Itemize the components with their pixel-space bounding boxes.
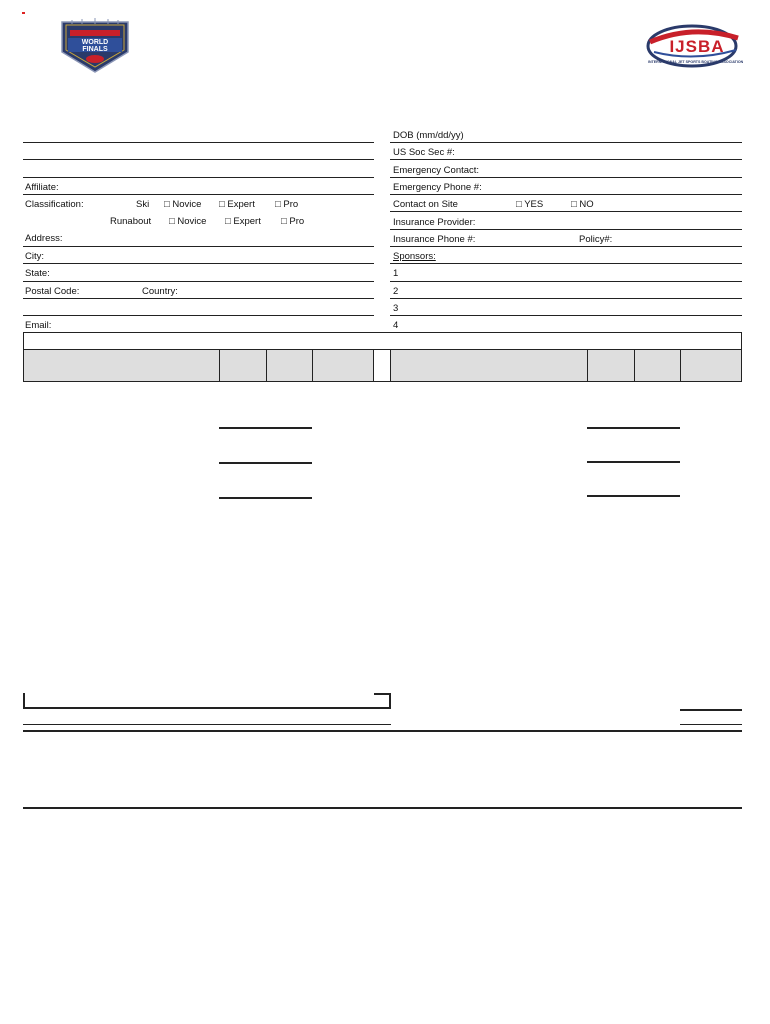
right-total-line-1[interactable]: [587, 427, 680, 429]
left-total-line-3[interactable]: [219, 497, 312, 499]
email-label: Email:: [25, 320, 52, 331]
right-table-cell-3[interactable]: [634, 349, 681, 382]
table-gap: [374, 349, 390, 382]
address-label: Address:: [25, 233, 63, 244]
runabout-label: Runabout: [110, 216, 152, 227]
classification-label: Classification:: [25, 199, 84, 210]
date-line[interactable]: [680, 709, 742, 711]
dob-line[interactable]: [390, 142, 742, 143]
left-line-3[interactable]: [23, 177, 374, 178]
left-total-line-2[interactable]: [219, 462, 312, 464]
left-table-cell-3[interactable]: [266, 349, 313, 382]
signature-box[interactable]: [23, 693, 391, 709]
insurance-phone-line[interactable]: [390, 246, 742, 247]
ssn-label: US Soc Sec #:: [393, 147, 455, 158]
state-label: State:: [25, 268, 50, 279]
sponsor-3-label: 3: [393, 303, 399, 314]
right-table-cell-2[interactable]: [587, 349, 635, 382]
sponsor-2-label: 2: [393, 286, 399, 297]
affiliate-line[interactable]: [23, 194, 374, 195]
emergency-phone-label: Emergency Phone #:: [393, 182, 482, 193]
ski-pro-checkbox[interactable]: □ Pro: [275, 199, 299, 210]
country-label: Country:: [142, 286, 178, 297]
date-line-under: [680, 724, 742, 725]
right-table-cell-4[interactable]: [680, 349, 742, 382]
emergency-phone-line[interactable]: [390, 194, 742, 195]
emergency-contact-label: Emergency Contact:: [393, 165, 480, 176]
sponsor-1-label: 1: [393, 268, 399, 279]
affiliate-label: Affiliate:: [25, 182, 59, 193]
ssn-line[interactable]: [390, 159, 742, 160]
yes-checkbox[interactable]: □ YES: [516, 199, 544, 210]
world-finals-logo-text: WORLD FINALS: [81, 39, 109, 53]
sponsor-3-line[interactable]: [390, 315, 742, 316]
ski-expert-checkbox[interactable]: □ Expert: [219, 199, 255, 210]
right-table-cell-1[interactable]: [390, 349, 588, 382]
city-label: City:: [25, 251, 44, 262]
ijsba-logo: [644, 22, 746, 74]
insurance-provider-label: Insurance Provider:: [393, 217, 476, 228]
address-line[interactable]: [23, 246, 374, 247]
section-divider-2: [23, 807, 742, 809]
sponsors-line[interactable]: [390, 263, 742, 264]
ski-label: Ski: [136, 199, 150, 210]
name-line[interactable]: [23, 142, 374, 143]
sponsor-1-line[interactable]: [390, 281, 742, 282]
left-line-phone[interactable]: [23, 315, 374, 316]
left-table-cell-1[interactable]: [23, 349, 220, 382]
insurance-phone-label: Insurance Phone #:: [393, 234, 476, 245]
ijsba-logo-subtext: INTERNATIONAL JET SPORTS BOATING ASSOCIATION: [648, 60, 744, 64]
state-line[interactable]: [23, 281, 374, 282]
sponsor-2-line[interactable]: [390, 298, 742, 299]
left-table-cell-2[interactable]: [219, 349, 267, 382]
dob-label: DOB (mm/dd/yy): [393, 130, 464, 141]
emergency-contact-line[interactable]: [390, 177, 742, 178]
no-checkbox[interactable]: □ NO: [571, 199, 594, 210]
runabout-novice-checkbox[interactable]: □ Novice: [169, 216, 207, 227]
world-finals-logo: [58, 14, 132, 74]
section-divider-1: [23, 730, 742, 732]
signature-box-top: [374, 693, 391, 695]
contact-on-site-label: Contact on Site: [393, 199, 458, 210]
policy-label: Policy#:: [579, 234, 613, 245]
right-total-line-3[interactable]: [587, 495, 680, 497]
red-mark: [22, 12, 25, 14]
left-table-cell-4[interactable]: [312, 349, 374, 382]
left-line-2[interactable]: [23, 159, 374, 160]
sponsor-4-label: 4: [393, 320, 399, 331]
runabout-pro-checkbox[interactable]: □ Pro: [281, 216, 305, 227]
contact-on-site-line[interactable]: [390, 211, 742, 212]
section-header-band: [23, 332, 742, 350]
left-total-line-1[interactable]: [219, 427, 312, 429]
insurance-provider-line[interactable]: [390, 229, 742, 230]
right-total-line-2[interactable]: [587, 461, 680, 463]
sponsors-label: Sponsors:: [393, 251, 436, 262]
ijsba-logo-text: IJSBA: [669, 37, 725, 56]
postal-code-label: Postal Code:: [25, 286, 80, 297]
signature-line-under: [23, 724, 391, 725]
postal-line[interactable]: [23, 298, 374, 299]
runabout-expert-checkbox[interactable]: □ Expert: [225, 216, 261, 227]
ski-novice-checkbox[interactable]: □ Novice: [164, 199, 202, 210]
city-line[interactable]: [23, 263, 374, 264]
